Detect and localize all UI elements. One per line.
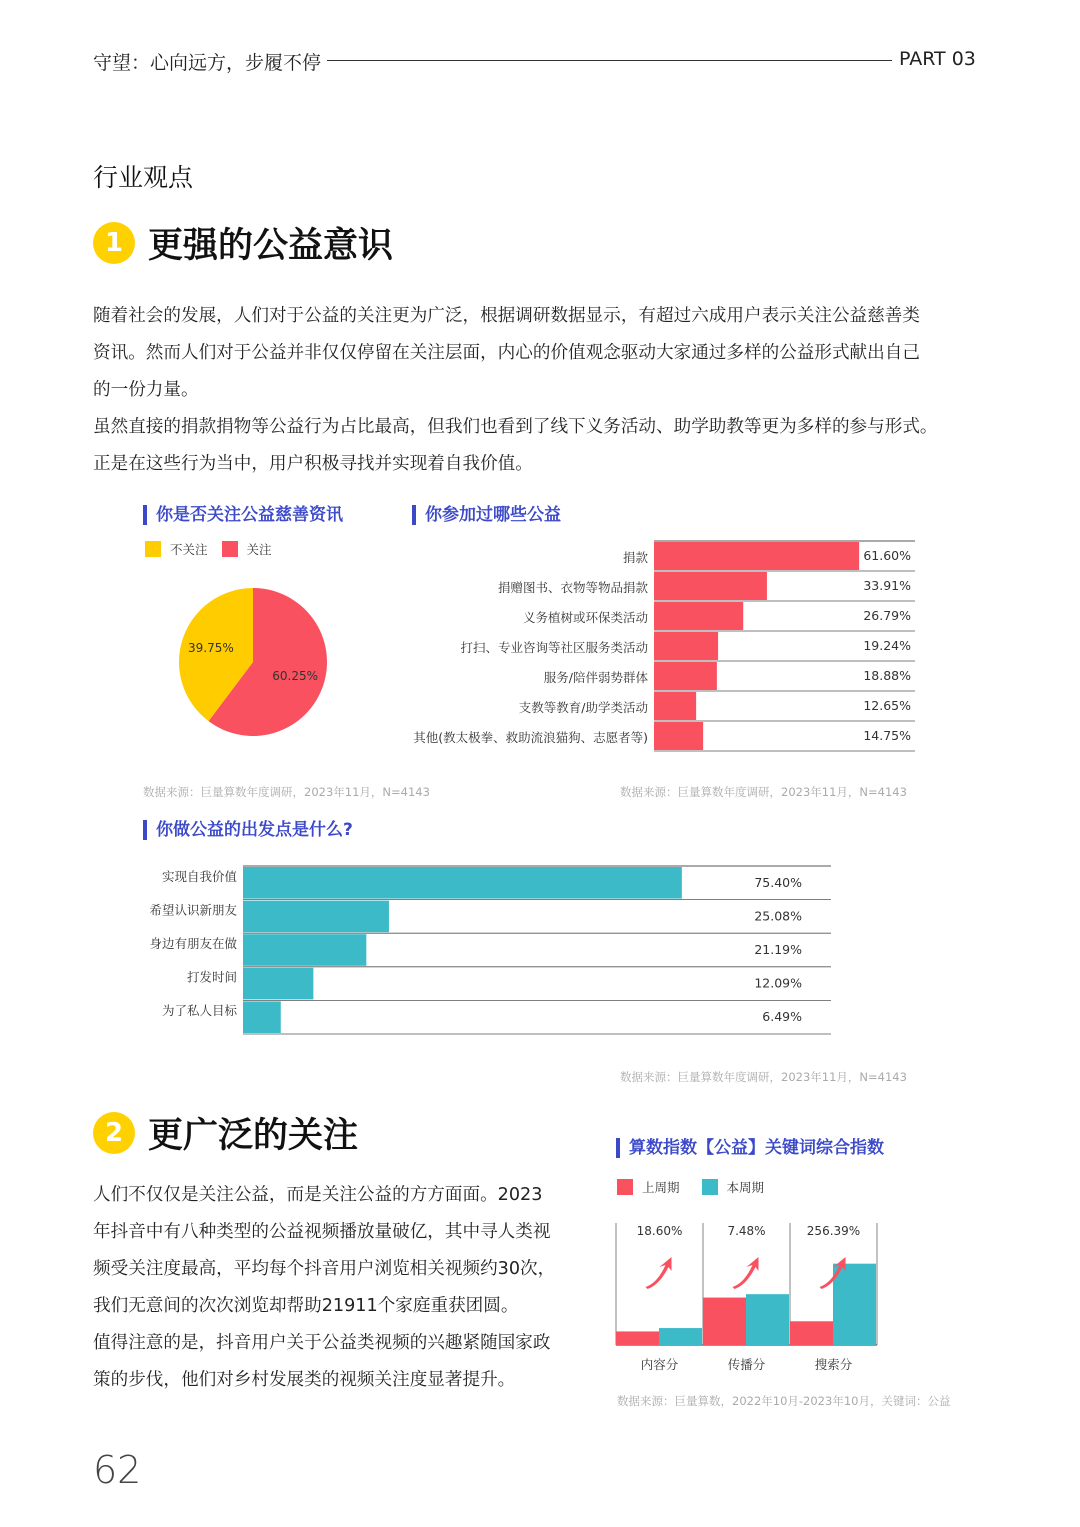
index-bar (790, 1321, 833, 1345)
legend-swatch-red (222, 541, 238, 557)
index-category-label: 传播分 (727, 1357, 766, 1372)
pie-chart-title: 你是否关注公益慈善资讯 (143, 505, 343, 525)
bar-category-label: 实现自我价值 (161, 868, 237, 884)
bar-value-label: 14.75% (863, 728, 911, 743)
index-bar (659, 1328, 702, 1345)
paragraph-line: 正是在这些行为当中，用户积极寻找并实现着自我价值。 (93, 454, 533, 474)
bar-value-label: 25.08% (754, 908, 802, 924)
bar (654, 662, 717, 690)
bar-value-label: 12.65% (863, 698, 911, 713)
bar (654, 602, 743, 630)
bar (654, 692, 696, 720)
bar-value-label: 61.60% (863, 548, 911, 563)
legend-swatch-yellow (145, 541, 161, 557)
page-number: 62 (93, 1448, 142, 1492)
bar (654, 632, 718, 660)
header-part: PART 03 (899, 48, 976, 70)
paragraph-line: 人们不仅仅是关注公益，而是关注公益的方方面面。2023 (93, 1185, 543, 1205)
pie-value-label: 39.75% (187, 640, 234, 655)
bar-category-label: 义务植树或环保类活动 (522, 610, 648, 625)
pie-value-label: 60.25% (272, 669, 319, 684)
paragraph-line: 随着社会的发展，人们对于公益的关注更为广泛，根据调研数据显示，有超过六成用户表示关注公益慈善类 (93, 306, 920, 326)
bar-value-label: 18.88% (863, 668, 911, 683)
paragraph-line: 值得注意的是，抖音用户关于公益类视频的兴趣紧随国家政 (93, 1333, 551, 1353)
bar (654, 572, 767, 600)
header-divider (327, 60, 892, 61)
legend-swatch-red (617, 1179, 633, 1195)
paragraph-line: 我们无意间的次次浏览却帮助21911个家庭重获团圆。 (93, 1296, 519, 1316)
bar-value-label: 75.40% (754, 874, 802, 890)
section2-body (93, 1177, 593, 1399)
bar-category-label: 打扫、专业咨询等社区服务类活动 (460, 640, 648, 655)
legend-label: 不关注 (170, 542, 208, 557)
index-growth-label: 7.48% (727, 1224, 766, 1238)
bar-category-label: 其他(教太极拳、救助流浪猫狗、志愿者等) (413, 730, 648, 745)
paragraph-line: 年抖音中有八种类型的公益视频播放量破亿，其中寻人类视 (93, 1222, 551, 1242)
pie-source: 数据来源：巨量算数年度调研，2023年11月，N=4143 (143, 785, 430, 799)
bar-category-label: 服务/陪伴弱势群体 (543, 670, 648, 685)
bar (654, 722, 703, 750)
bar (243, 867, 682, 899)
motivation-source: 数据来源：巨量算数年度调研，2023年11月，N=4143 (620, 1070, 907, 1084)
up-arrow-icon (733, 1257, 759, 1289)
activities-chart-title: 你参加过哪些公益 (412, 505, 561, 525)
section-number-badge (93, 1112, 135, 1154)
section-number: 1 (104, 228, 124, 258)
up-arrow-icon (646, 1257, 672, 1289)
legend-label: 本周期 (726, 1180, 765, 1195)
bar-category-label: 支教等教育/助学类活动 (518, 700, 648, 715)
bar-category-label: 捐赠图书、衣物等物品捐款 (497, 580, 648, 595)
legend-label: 关注 (246, 542, 272, 557)
legend-label: 上周期 (642, 1180, 680, 1195)
index-bar (833, 1264, 876, 1345)
index-bar (616, 1331, 659, 1345)
paragraph-line: 频受关注度最高，平均每个抖音用户浏览相关视频约30次， (93, 1259, 556, 1279)
motivation-bar-chart (140, 862, 840, 1040)
section-label: 行业观点 (93, 163, 194, 192)
activities-bar-chart (400, 538, 930, 770)
index-chart-title: 算数指数【公益】关键词综合指数 (616, 1138, 884, 1158)
bar (243, 1001, 281, 1033)
bar-value-label: 21.19% (754, 942, 802, 957)
bar-value-label: 26.79% (863, 608, 911, 623)
index-legend (617, 1178, 764, 1196)
legend-swatch-teal (702, 1179, 718, 1195)
motivation-chart-title: 你做公益的出发点是什么? (143, 820, 353, 840)
index-bar (746, 1294, 789, 1345)
index-bar (703, 1298, 746, 1345)
paragraph-line: 策的步伐，他们对乡村发展类的视频关注度显著提升。 (93, 1370, 516, 1390)
bar (243, 968, 313, 1000)
bar (654, 542, 859, 570)
bar-category-label: 希望认识新朋友 (149, 902, 237, 918)
bar-value-label: 6.49% (762, 1009, 802, 1025)
bar-category-label: 捐款 (622, 550, 648, 565)
bar-category-label: 打发时间 (186, 969, 237, 985)
bar-category-label: 为了私人目标 (161, 1003, 237, 1019)
bar-value-label: 12.09% (754, 975, 802, 991)
header-title: 守望：心向远方，步履不停 (93, 52, 322, 74)
section-heading: 更广泛的关注 (148, 1116, 359, 1156)
pie-legend (145, 540, 272, 558)
index-category-label: 搜索分 (814, 1357, 853, 1372)
section-number: 2 (104, 1118, 124, 1148)
bar-category-label: 身边有朋友在做 (149, 936, 237, 951)
paragraph-line: 虽然直接的捐款捐物等公益行为占比最高，但我们也看到了线下义务活动、助学助教等更为多样的参与形式。 (93, 417, 938, 437)
index-source: 数据来源：巨量算数，2022年10月-2023年10月，关键词：公益 (617, 1394, 951, 1408)
bar (243, 901, 389, 933)
index-bar-chart (610, 1215, 900, 1380)
index-growth-label: 256.39% (806, 1224, 861, 1238)
activities-source: 数据来源：巨量算数年度调研，2023年11月，N=4143 (620, 785, 907, 799)
index-growth-label: 18.60% (636, 1224, 683, 1238)
bar-value-label: 19.24% (863, 638, 911, 653)
pie-chart (170, 580, 340, 745)
section1-body (93, 298, 983, 483)
section-heading: 更强的公益意识 (148, 226, 394, 266)
index-category-label: 内容分 (640, 1357, 679, 1372)
bar-value-label: 33.91% (863, 578, 911, 593)
paragraph-line: 的一份力量。 (93, 380, 199, 400)
bar (243, 934, 366, 966)
paragraph-line: 资讯。然而人们对于公益并非仅仅停留在关注层面，内心的价值观念驱动大家通过多样的公益形式献出自己 (93, 343, 920, 363)
section-number-badge (93, 222, 135, 264)
